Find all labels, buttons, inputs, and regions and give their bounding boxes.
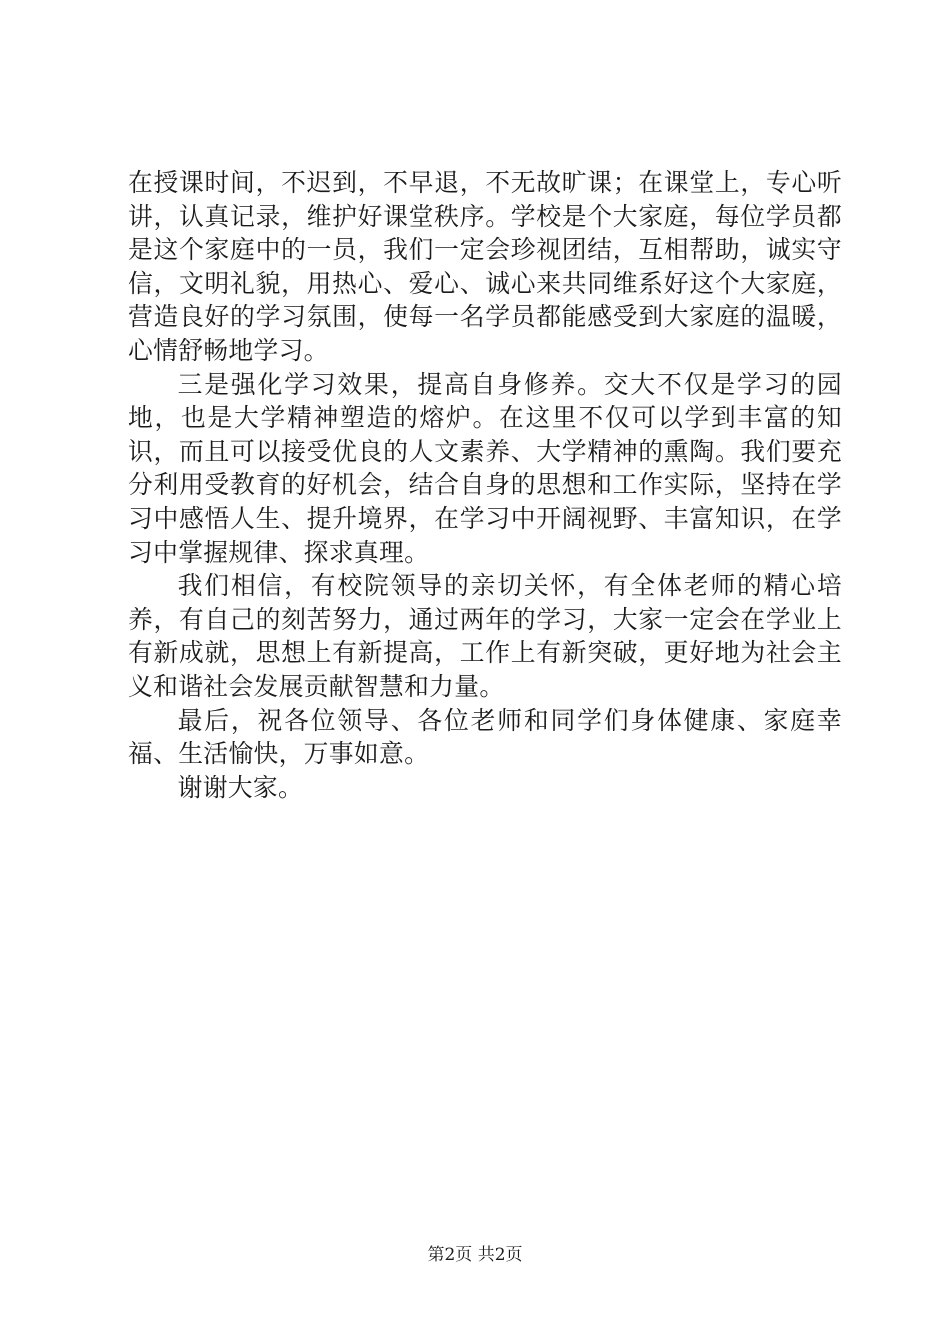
paragraph-4: 最后，祝各位领导、各位老师和同学们身体健康、家庭幸福、生活愉快，万事如意。 <box>128 705 842 769</box>
paragraph-3: 我们相信，有校院领导的亲切关怀，有全体老师的精心培养，有自己的刻苦努力，通过两年的学习，大家一定会在学业上有新成就，思想上有新提高，工作上有新突破，更好地为社会主义和谐社会发展贡献智慧和力量。 <box>128 571 842 701</box>
document-body <box>128 166 842 804</box>
paragraph-5: 谢谢大家。 <box>177 772 304 802</box>
paragraph-1: 在授课时间，不迟到，不早退，不无故旷课；在课堂上，专心听讲，认真记录，维护好课堂秩序。学校是个大家庭，每位学员都是这个家庭中的一员，我们一定会珍视团结，互相帮助，诚实守信，文明礼貌，用热心、爱心、诚心来共同维系好这个大家庭，营造良好的学习氛围，使每一名学员都能感受到大家庭的温暖，心情舒畅地学习。 <box>128 168 842 365</box>
paragraph-2: 三是强化学习效果，提高自身修养。交大不仅是学习的园地，也是大学精神塑造的熔炉。在这里不仅可以学到丰富的知识，而且可以接受优良的人文素养、大学精神的熏陶。我们要充分利用受教育的好机会，结合自身的思想和工作实际，坚持在学习中感悟人生、提升境界，在学习中开阔视野、丰富知识，在学习中掌握规律、探求真理。 <box>128 369 842 567</box>
page-footer: 第2页 共2页 <box>427 1245 523 1265</box>
